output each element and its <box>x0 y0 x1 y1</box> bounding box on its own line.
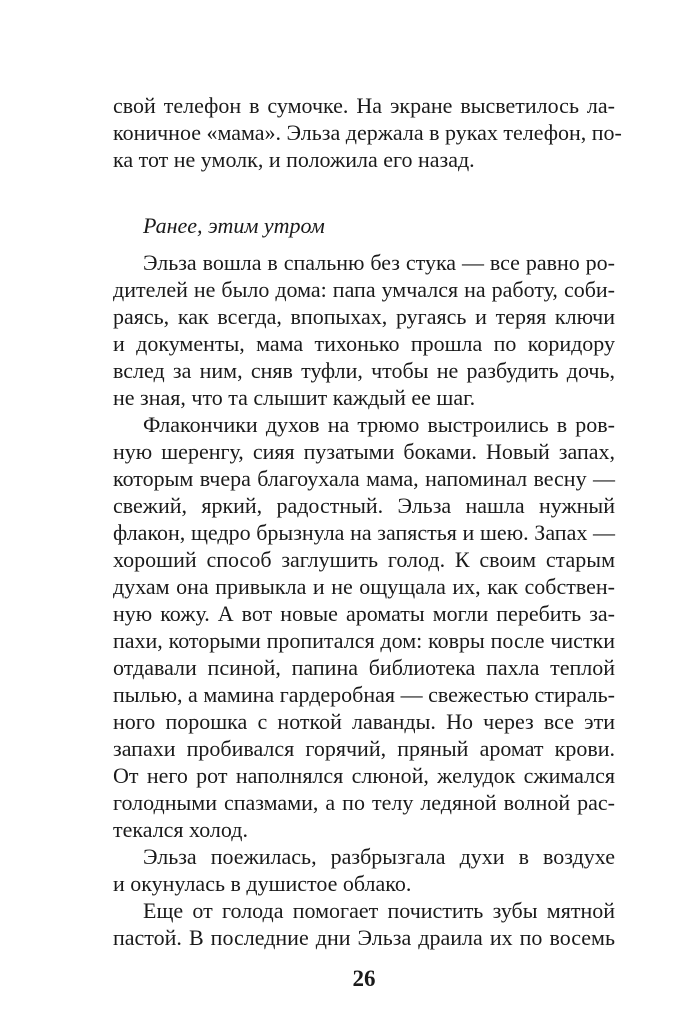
text-line: ную кожу. А вот новые ароматы могли перебить за- <box>113 601 615 626</box>
text-line: пастой. В последние дни Эльза драила их по восемь <box>113 925 615 950</box>
text-line: запахи пробивался горячий, пряный аромат крови. <box>113 736 615 761</box>
text-line: Еще от голода помогает почистить зубы мятной <box>143 898 615 923</box>
text-line: и окунулась в душистое облако. <box>113 871 412 896</box>
page-number: 26 <box>352 966 376 991</box>
text-line: хороший способ заглушить голод. К своим старым <box>113 547 615 572</box>
text-line: которым вчера благоухала мама, напоминал весну — <box>113 466 615 491</box>
text-line: не зная, что та слышит каждый ее шаг. <box>113 385 476 410</box>
text-line: пылью, а мамина гардеробная — свежестью стираль- <box>113 682 615 707</box>
text-line: Эльза поежилась, разбрызгала духи в воздухе <box>143 844 615 869</box>
text-line: отдавали псиной, папина библиотека пахла теплой <box>113 655 615 680</box>
section-heading: Ранее, этим утром <box>143 213 325 238</box>
text-line: коничное «мама». Эльза держала в руках телефон, по- <box>113 120 622 145</box>
text-line: ную шеренгу, сияя пузатыми боками. Новый запах, <box>113 439 615 464</box>
text-line: духам она привыкла и не ощущала их, как собствен- <box>113 574 615 599</box>
text-line: текался холод. <box>113 817 248 842</box>
text-line: свежий, яркий, радостный. Эльза нашла нужный <box>113 493 615 518</box>
text-line: пахи, которыми пропитался дом: ковры после чистки <box>113 628 615 653</box>
text-line: ка тот не умолк, и положила его назад. <box>113 147 475 172</box>
text-line: свой телефон в сумочке. На экране высветилось ла- <box>113 93 615 118</box>
text-line: и документы, мама тихонько прошла по коридору <box>113 331 615 356</box>
text-line: флакон, щедро брызнула на запястья и шею. Запах — <box>113 520 615 545</box>
text-line: раясь, как всегда, впопыхах, ругаясь и теряя ключи <box>113 304 615 329</box>
text-line: От него рот наполнялся слюной, желудок сжимался <box>113 763 615 788</box>
text-line: вслед за ним, сняв туфли, чтобы не разбудить дочь, <box>113 358 615 383</box>
text-line: Флакончики духов на трюмо выстроились в ров- <box>143 412 615 437</box>
text-line: дителей не было дома: папа умчался на работу, соби- <box>113 277 615 302</box>
text-line: голодными спазмами, а по телу ледяной волной рас- <box>113 790 615 815</box>
text-line: ного порошка с ноткой лаванды. Но через все эти <box>113 709 615 734</box>
text-line: Эльза вошла в спальню без стука — все равно ро- <box>143 250 615 275</box>
